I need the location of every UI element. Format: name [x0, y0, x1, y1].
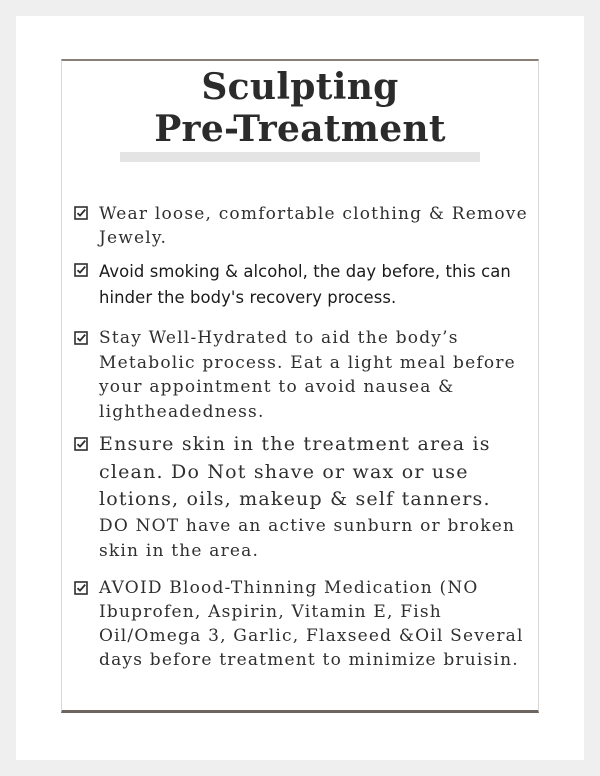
title-line-2: Pre-Treatment [154, 108, 446, 150]
checklist-item-subtext: DO NOT have an active sunburn or broken skin in the area. [99, 515, 516, 561]
checked-box-icon [74, 581, 88, 595]
page-title [0, 66, 600, 150]
title-divider [120, 152, 480, 162]
checklist-item-text: Wear loose, comfortable clothing & Remove Jewely. [99, 204, 528, 248]
checklist-item-text: Avoid smoking & alcohol, the day before, this can hinder the body's recovery process. [99, 262, 511, 307]
checked-box-icon [74, 263, 88, 277]
checklist-item-text: Stay Well-Hydrated to aid the body’s Metabolic process. Eat a light meal before your appointment to avoid nausea & lightheadedness. [99, 328, 516, 422]
checked-box-icon [74, 437, 88, 451]
checklist-item-main: Ensure skin in the treatment area is clean. Do Not shave or wax or use lotions, oils, makeup & self tanners. [99, 433, 491, 510]
checked-box-icon [74, 206, 88, 220]
checklist-item-text: AVOID Blood-Thinning Medication (NO Ibuprofen, Aspirin, Vitamin E, Fish Oil/Omega 3, Garlic, Flaxseed &Oil Several days before treatment to minimize bruisin. [99, 578, 524, 670]
title-line-1: Sculpting [201, 66, 399, 108]
checked-box-icon [74, 331, 88, 345]
checklist-item-text [99, 431, 529, 564]
